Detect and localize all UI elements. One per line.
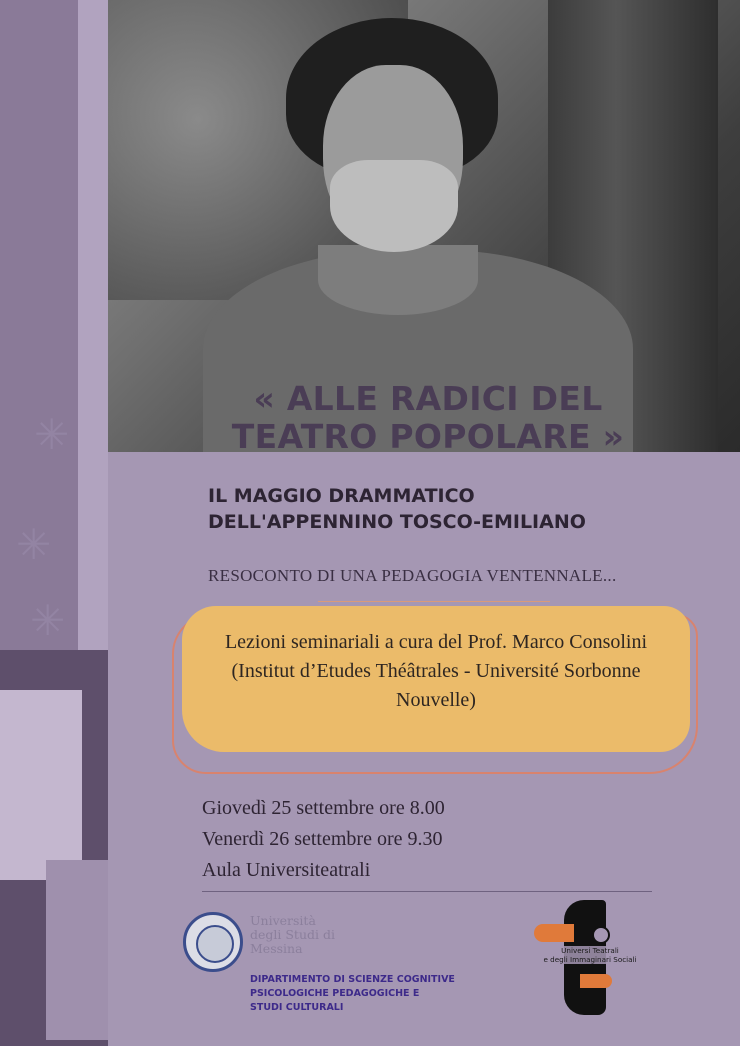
bird-logo-icon bbox=[530, 900, 650, 1020]
university-seal-icon bbox=[183, 912, 243, 972]
department-name bbox=[250, 973, 490, 1015]
university-name-line2: degli Studi di bbox=[250, 927, 335, 942]
event-schedule bbox=[202, 793, 622, 886]
collage-paper-light bbox=[0, 690, 82, 880]
schedule-location: Aula Universiteatrali bbox=[202, 859, 371, 881]
event-subtitle-line2: DELL'APPENNINO TOSCO-EMILIANO bbox=[208, 511, 586, 533]
partner-line1: Universi Teatrali bbox=[561, 946, 619, 955]
partner-logo-caption bbox=[530, 946, 650, 964]
lecture-info-box bbox=[172, 606, 697, 756]
decorative-collage-strip bbox=[0, 0, 108, 1046]
university-name-line1: Università bbox=[250, 913, 316, 928]
star-decoration-icon: ✳ bbox=[30, 596, 66, 645]
partner-line2: e degli Immaginari Sociali bbox=[543, 955, 637, 964]
seal-inner-ring bbox=[196, 925, 234, 963]
schedule-date-2: Venerdì 26 settembre ore 9.30 bbox=[202, 828, 443, 850]
lecture-line2: (Institut d’Etudes Théâtrales - Université Sorbonne bbox=[231, 660, 641, 682]
lecture-line3: Nouvelle) bbox=[396, 689, 476, 711]
schedule-date-1: Giovedì 25 settembre ore 8.00 bbox=[202, 797, 445, 819]
logo-beak-left bbox=[534, 924, 574, 942]
department-line2: PSICOLOGICHE PEDAGOGICHE E bbox=[250, 988, 420, 999]
logo-eye bbox=[592, 926, 610, 944]
star-decoration-icon: ✳ bbox=[16, 520, 52, 569]
event-title-line1: « ALLE RADICI DEL bbox=[253, 379, 603, 418]
photo-collar bbox=[318, 245, 478, 315]
star-decoration-icon: ✳ bbox=[34, 410, 70, 459]
university-name-line3: Messina bbox=[250, 941, 303, 956]
lecture-description bbox=[186, 628, 686, 715]
collage-paper-edge bbox=[78, 0, 108, 700]
event-title-line2: TEATRO POPOLARE » bbox=[231, 417, 625, 456]
event-title bbox=[188, 380, 668, 456]
photo-beard bbox=[330, 160, 458, 252]
department-line1: DIPARTIMENTO DI SCIENZE COGNITIVE bbox=[250, 974, 455, 985]
department-line3: STUDI CULTURALI bbox=[250, 1002, 344, 1013]
event-subtitle bbox=[208, 483, 728, 535]
event-subtitle-line1: IL MAGGIO DRAMMATICO bbox=[208, 485, 475, 507]
lecture-line1: Lezioni seminariali a cura del Prof. Marco Consolini bbox=[224, 631, 648, 653]
divider-top bbox=[318, 601, 550, 602]
divider-bottom bbox=[202, 891, 652, 892]
university-name bbox=[250, 914, 390, 956]
collage-paper-mid bbox=[46, 860, 108, 1040]
event-tagline: RESOCONTO DI UNA PEDAGOGIA VENTENNALE... bbox=[208, 566, 617, 585]
logo-beak-right bbox=[580, 974, 612, 988]
